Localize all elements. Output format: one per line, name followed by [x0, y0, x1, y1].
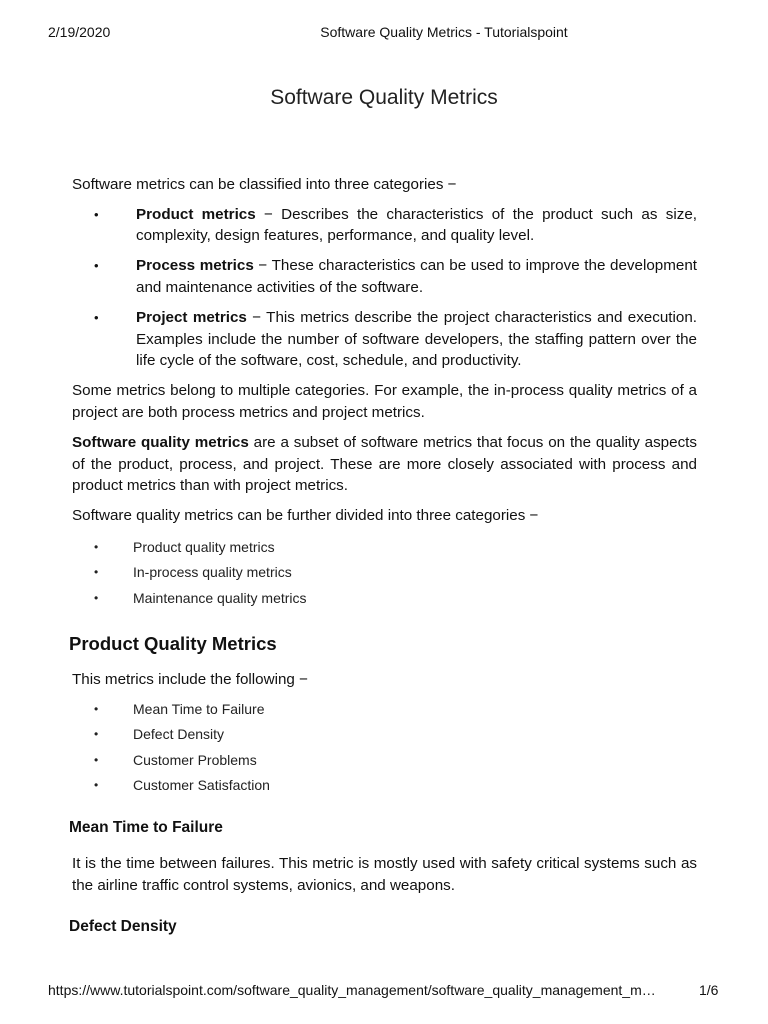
category-text: − These characteristics can be used to improve the development and maintenance activities of the software.	[136, 257, 697, 296]
print-footer-url: https://www.tutorialspoint.com/software_quality_management/software_quality_management_m…	[48, 982, 656, 998]
section-heading-defect-density: Defect Density	[69, 918, 177, 936]
mttf-paragraph: It is the time between failures. This metric is mostly used with safety critical systems such as the airline traffic control systems, avionics, and weapons.	[72, 854, 697, 894]
category-term: Product metrics	[136, 205, 256, 223]
list-item	[72, 773, 697, 799]
list-item-label: Mean Time to Failure	[133, 700, 265, 717]
bullet-icon: •	[94, 206, 99, 222]
quality-categories-list	[72, 535, 697, 612]
bullet-icon: •	[94, 590, 99, 605]
print-footer-page-number: 1/6	[699, 982, 719, 998]
bullet-icon: •	[94, 727, 99, 742]
list-item-label: In-process quality metrics	[133, 564, 292, 581]
list-item	[72, 697, 697, 723]
divided-paragraph: Software quality metrics can be further divided into three categories −	[72, 507, 539, 525]
list-item	[72, 560, 697, 586]
list-item	[72, 586, 697, 612]
bullet-icon: •	[94, 778, 99, 793]
bullet-icon: •	[94, 258, 99, 274]
article-body	[69, 174, 697, 936]
sqm-definition-paragraph	[72, 432, 697, 497]
category-text: − Describes the characteristics of the product such as size, complexity, design features, performance, and quality level.	[136, 205, 697, 245]
list-item	[72, 722, 697, 748]
bullet-icon: •	[94, 309, 99, 325]
list-item	[72, 307, 697, 372]
bullet-icon: •	[94, 701, 99, 716]
pqm-items-list	[72, 697, 697, 799]
bullet-icon: •	[94, 565, 99, 580]
bullet-icon: •	[94, 752, 99, 767]
page-title: Software Quality Metrics	[270, 86, 498, 109]
print-header-date: 2/19/2020	[48, 24, 111, 40]
print-header-title: Software Quality Metrics - Tutorialspoint	[320, 24, 568, 40]
list-item	[72, 255, 697, 298]
pqm-intro-paragraph: This metrics include the following −	[72, 671, 308, 689]
category-text: − This metrics describe the project characteristics and execution. Examples include the number of software developers, the staffing pattern over the life cycle of the software, cost, schedule, and productivity.	[136, 308, 697, 370]
list-item-label: Maintenance quality metrics	[133, 589, 307, 606]
list-item-label: Product quality metrics	[133, 538, 275, 555]
list-item	[72, 204, 697, 247]
section-heading-mean-time-to-failure: Mean Time to Failure	[69, 818, 223, 836]
bullet-icon: •	[94, 539, 99, 554]
intro-paragraph: Software metrics can be classified into three categories −	[72, 176, 457, 193]
list-item-label: Customer Satisfaction	[133, 777, 270, 794]
list-item	[72, 748, 697, 774]
sqm-text: are a subset of software metrics that focus on the quality aspects of the product, process, and project. These are more closely associated with process and product metrics than with project metrics.	[72, 433, 697, 495]
list-item-label: Customer Problems	[133, 751, 257, 768]
metric-categories-list	[72, 204, 697, 372]
list-item	[72, 535, 697, 561]
sqm-term: Software quality metrics	[72, 433, 249, 451]
category-term: Project metrics	[136, 308, 247, 326]
list-item-label: Defect Density	[133, 726, 225, 743]
category-term: Process metrics	[136, 257, 254, 275]
multiple-categories-paragraph: Some metrics belong to multiple categories. For example, the in-process quality metrics of a project are both process metrics and project metrics.	[72, 382, 697, 421]
section-heading-product-quality-metrics: Product Quality Metrics	[69, 633, 277, 655]
